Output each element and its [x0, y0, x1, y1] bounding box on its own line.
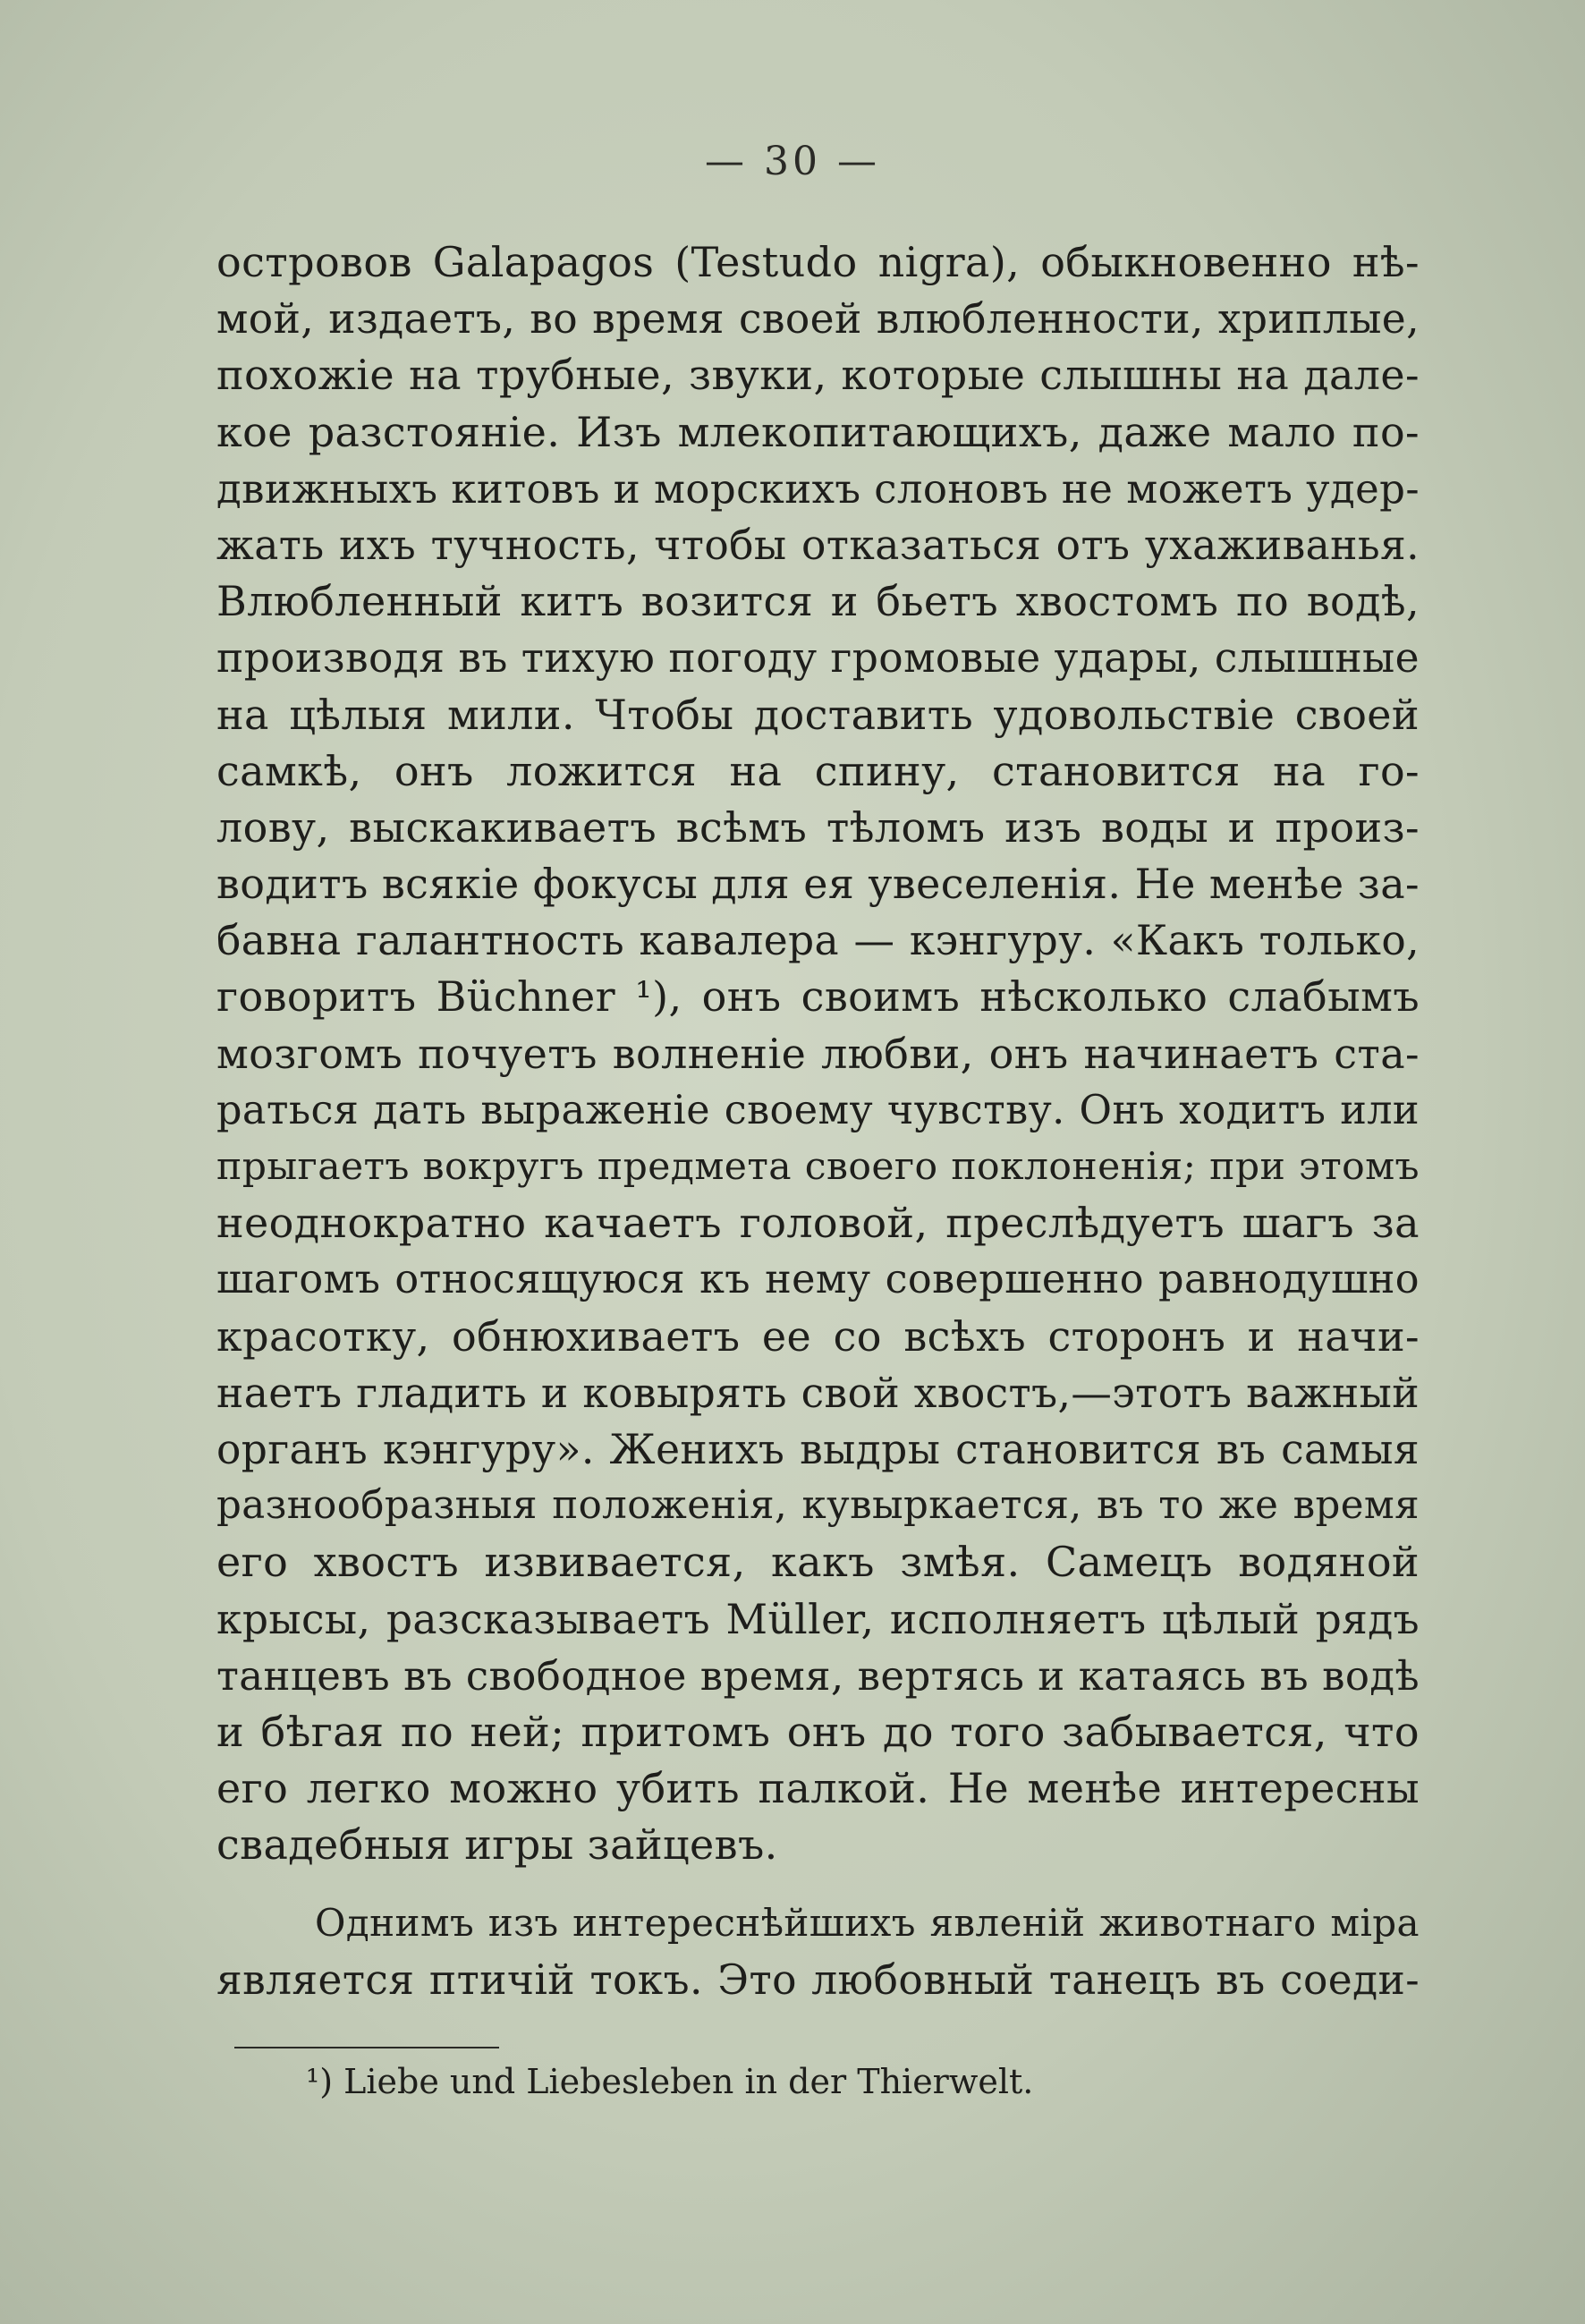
text-line: неоднократно качаетъ головой, преслѣдуетъ шагъ за	[216, 1199, 1420, 1248]
text-line: Однимъ изъ интереснѣйшихъ явленій животнаго міра	[315, 1901, 1420, 1946]
text-line: прыгаетъ вокругъ предмета своего поклоненія; при этомъ	[216, 1145, 1420, 1189]
text-line: его хвостъ извивается, какъ змѣя. Самецъ водяной	[216, 1538, 1420, 1587]
footnote-divider	[234, 2047, 499, 2048]
text-line: самкѣ, онъ ложится на спину, становится на го-	[216, 746, 1420, 795]
text-line: разнообразныя положенія, кувыркается, въ то же время	[216, 1483, 1420, 1529]
text-line: бавна галантность кавалера — кэнгуру. «Какъ только,	[216, 917, 1420, 965]
text-line: производя въ тихую погоду громовые удары, слышные	[216, 634, 1420, 683]
page-number: — 30 —	[705, 139, 880, 184]
text-line: движныхъ китовъ и морскихъ слоновъ не можетъ удер-	[216, 464, 1420, 513]
text-line: жать ихъ тучность, чтобы отказаться отъ ухаживанья.	[216, 521, 1420, 569]
text-line: говоритъ Büchner ¹), онъ своимъ нѣсколько слабымъ	[216, 972, 1420, 1022]
text-line: танцевъ въ свободное время, вертясь и катаясь въ водѣ	[216, 1651, 1420, 1700]
text-line: красотку, обнюхиваетъ ее со всѣхъ сторонъ и начи-	[216, 1311, 1420, 1361]
text-line: его легко можно убить палкой. Не менѣе интересны	[216, 1764, 1420, 1813]
text-line: органъ кэнгуру». Женихъ выдры становится въ самыя	[216, 1425, 1420, 1473]
text-line: и бѣгая по ней; притомъ онъ до того забывается, что	[216, 1707, 1420, 1756]
body-text	[216, 234, 1420, 2008]
text-line: мозгомъ почуетъ волненіе любви, онъ начинаетъ ста-	[216, 1029, 1420, 1078]
text-line: свадебныя игры зайцевъ.	[216, 1820, 778, 1870]
paragraph-gap	[216, 1873, 1420, 1895]
text-line: крысы, разсказываетъ Müller, исполняетъ цѣлый рядъ	[216, 1595, 1420, 1643]
text-line: на цѣлыя мили. Чтобы доставить удовольствіе своей	[216, 690, 1420, 739]
text-line: кое разстояніе. Изъ млекопитающихъ, даже мало по-	[216, 407, 1420, 456]
text-line: является птичій токъ. Это любовный танецъ въ соеди-	[216, 1955, 1420, 2004]
text-line: наетъ гладить и ковырять свой хвостъ,—этотъ важный	[216, 1369, 1420, 1417]
text-line: Влюбленный китъ возится и бьетъ хвостомъ по водѣ,	[216, 577, 1420, 626]
text-line: похожіе на трубные, звуки, которые слышны на дале-	[216, 351, 1420, 400]
text-line: шагомъ относящуюся къ нему совершенно равнодушно	[216, 1257, 1420, 1303]
text-line: островов Galapagos (Testudo nigra), обыкновенно нѣ-	[216, 238, 1420, 286]
text-line: мой, издаетъ, во время своей влюбленности, хриплые,	[216, 295, 1420, 344]
text-line: раться дать выраженіе своему чувству. Онъ ходитъ или	[216, 1087, 1420, 1133]
text-line: водитъ всякіе фокусы для ея увеселенія. Не менѣе за-	[216, 860, 1420, 909]
footnote: ¹) Liebe und Liebesleben in der Thierwelt.	[306, 2062, 1034, 2101]
text-line: лову, выскакиваетъ всѣмъ тѣломъ изъ воды и произ-	[216, 802, 1420, 852]
